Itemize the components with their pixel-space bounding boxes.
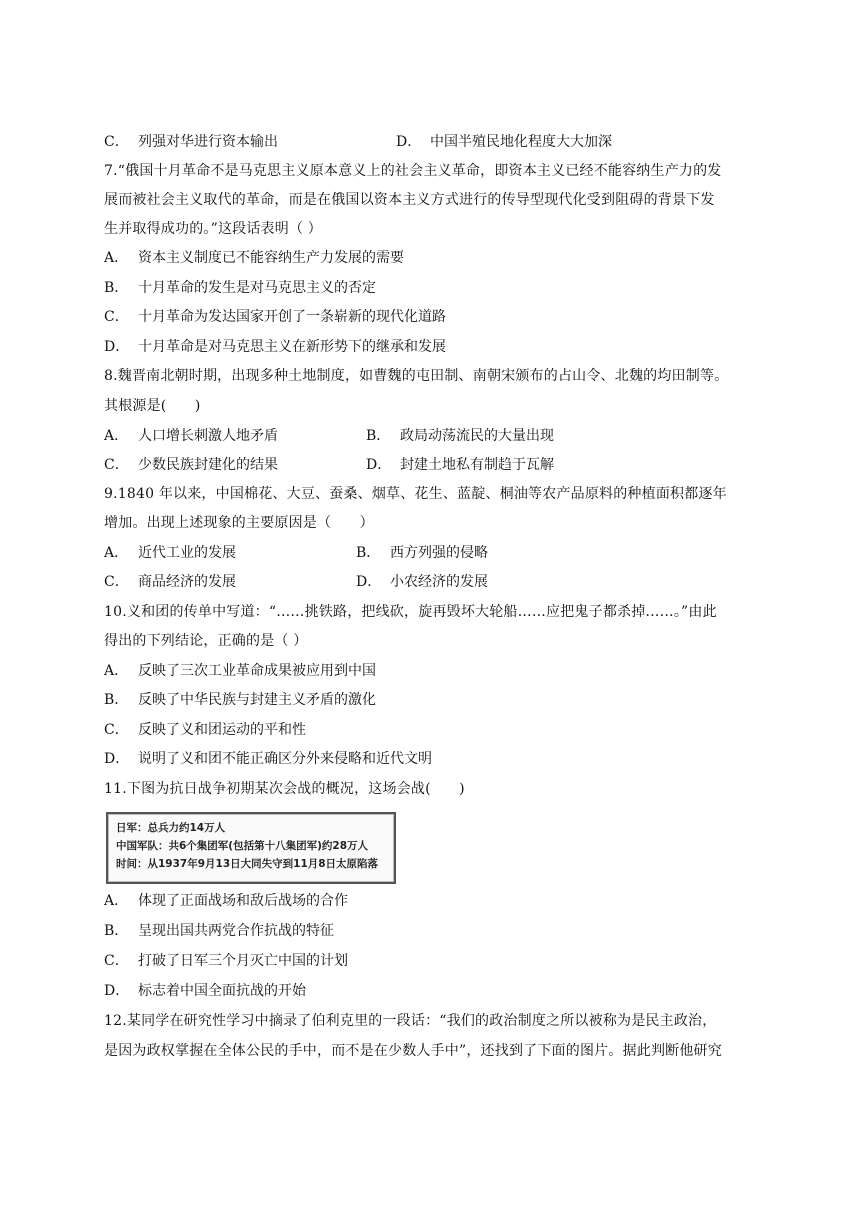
q7-stem-line-3: 生并取得成功的。”这段话表明（ ） xyxy=(104,221,323,237)
q7-option-c: C． 十月革命为发达国家开创了一条崭新的现代化道路 xyxy=(104,309,446,325)
q8-stem-line-1: 8.魏晋南北朝时期，出现多种土地制度，如曹魏的屯田制、南朝宋颁布的占山令、北魏的均田制等。 xyxy=(104,368,729,384)
q9-option-d: D． 小农经济的发展 xyxy=(356,574,488,590)
q9-stem-line-2: 增加。出现上述现象的主要原因是（ ） xyxy=(104,515,374,531)
q8-option-b: B． 政局动荡流民的大量出现 xyxy=(366,428,554,444)
q9-option-c: C． 商品经济的发展 xyxy=(104,574,236,590)
q7-option-b: B． 十月革命的发生是对马克思主义的否定 xyxy=(104,280,376,296)
q7-option-d: D． 十月革命是对马克思主义在新形势下的继承和发展 xyxy=(104,339,446,355)
q9-stem-line-1: 9.1840 年以来，中国棉花、大豆、蚕桑、烟草、花生、蓝靛、桐油等农产品原料的种植面积都逐年 xyxy=(104,486,727,502)
q10-stem-line-1: 10.义和团的传单中写道：“……挑铁路，把线砍，旋再毁坏大轮船……应把鬼子都杀掉……。”由此 xyxy=(104,604,717,620)
q7-stem-line-1: 7.“俄国十月革命不是马克思主义原本意义上的社会主义革命，即资本主义已经不能容纳生产力的发 xyxy=(104,163,722,179)
q10-option-d: D． 说明了义和团不能正确区分外来侵略和近代文明 xyxy=(104,751,432,767)
q9-option-a: A． 近代工业的发展 xyxy=(104,545,236,561)
q7-stem-line-2: 展而被社会主义取代的革命，而是在俄国以资本主义方式进行的传导型现代化受到阻碍的背景下发 xyxy=(104,192,715,208)
q11-stem: 11.下图为抗日战争初期某次会战的概况，这场会战( ) xyxy=(104,781,465,797)
q8-option-d: D． 封建土地私有制趋于瓦解 xyxy=(366,457,554,473)
q7-option-a: A． 资本主义制度已不能容纳生产力发展的需要 xyxy=(104,250,404,266)
q10-option-a: A． 反映了三次工业革命成果被应用到中国 xyxy=(104,663,376,679)
q8-option-c: C． 少数民族封建化的结果 xyxy=(104,457,278,473)
q11-option-d: D． 标志着中国全面抗战的开始 xyxy=(104,983,306,999)
q9-option-b: B． 西方列强的侵略 xyxy=(356,545,488,561)
figure-line-time: 时间：从1937年9月13日大同失守到11月8日太原陷落 xyxy=(116,858,379,870)
q6-option-c: C． 列强对华进行资本输出 xyxy=(104,134,278,150)
q6-option-d: D． 中国半殖民地化程度大大加深 xyxy=(396,134,612,150)
q11-option-b: B． 呈现出国共两党合作抗战的特征 xyxy=(104,923,334,939)
figure-line-chinese-army: 中国军队：共6个集团军(包括第十八集团军)约28万人 xyxy=(116,840,369,852)
q8-option-a: A． 人口增长刺激人地矛盾 xyxy=(104,428,278,444)
q10-option-c: C． 反映了义和团运动的平和性 xyxy=(104,722,306,738)
q12-stem-line-2: 是因为政权掌握在全体公民的手中，而不是在少数人手中”，还找到了下面的图片。据此判断他研究 xyxy=(104,1043,722,1059)
q10-option-b: B． 反映了中华民族与封建主义矛盾的激化 xyxy=(104,692,376,708)
figure-line-japanese-army: 日军：总兵力约14万人 xyxy=(116,822,226,834)
q12-stem-line-1: 12.某同学在研究性学习中摘录了伯利克里的一段话：“我们的政治制度之所以被称为是民主政治， xyxy=(104,1013,717,1029)
q8-stem-line-2: 其根源是( ) xyxy=(104,398,201,414)
battle-summary-figure xyxy=(106,812,396,884)
q10-stem-line-2: 得出的下列结论，正确的是（ ） xyxy=(104,633,308,649)
q11-option-c: C． 打破了日军三个月灭亡中国的计划 xyxy=(104,953,348,969)
q11-option-a: A． 体现了正面战场和敌后战场的合作 xyxy=(104,893,348,909)
